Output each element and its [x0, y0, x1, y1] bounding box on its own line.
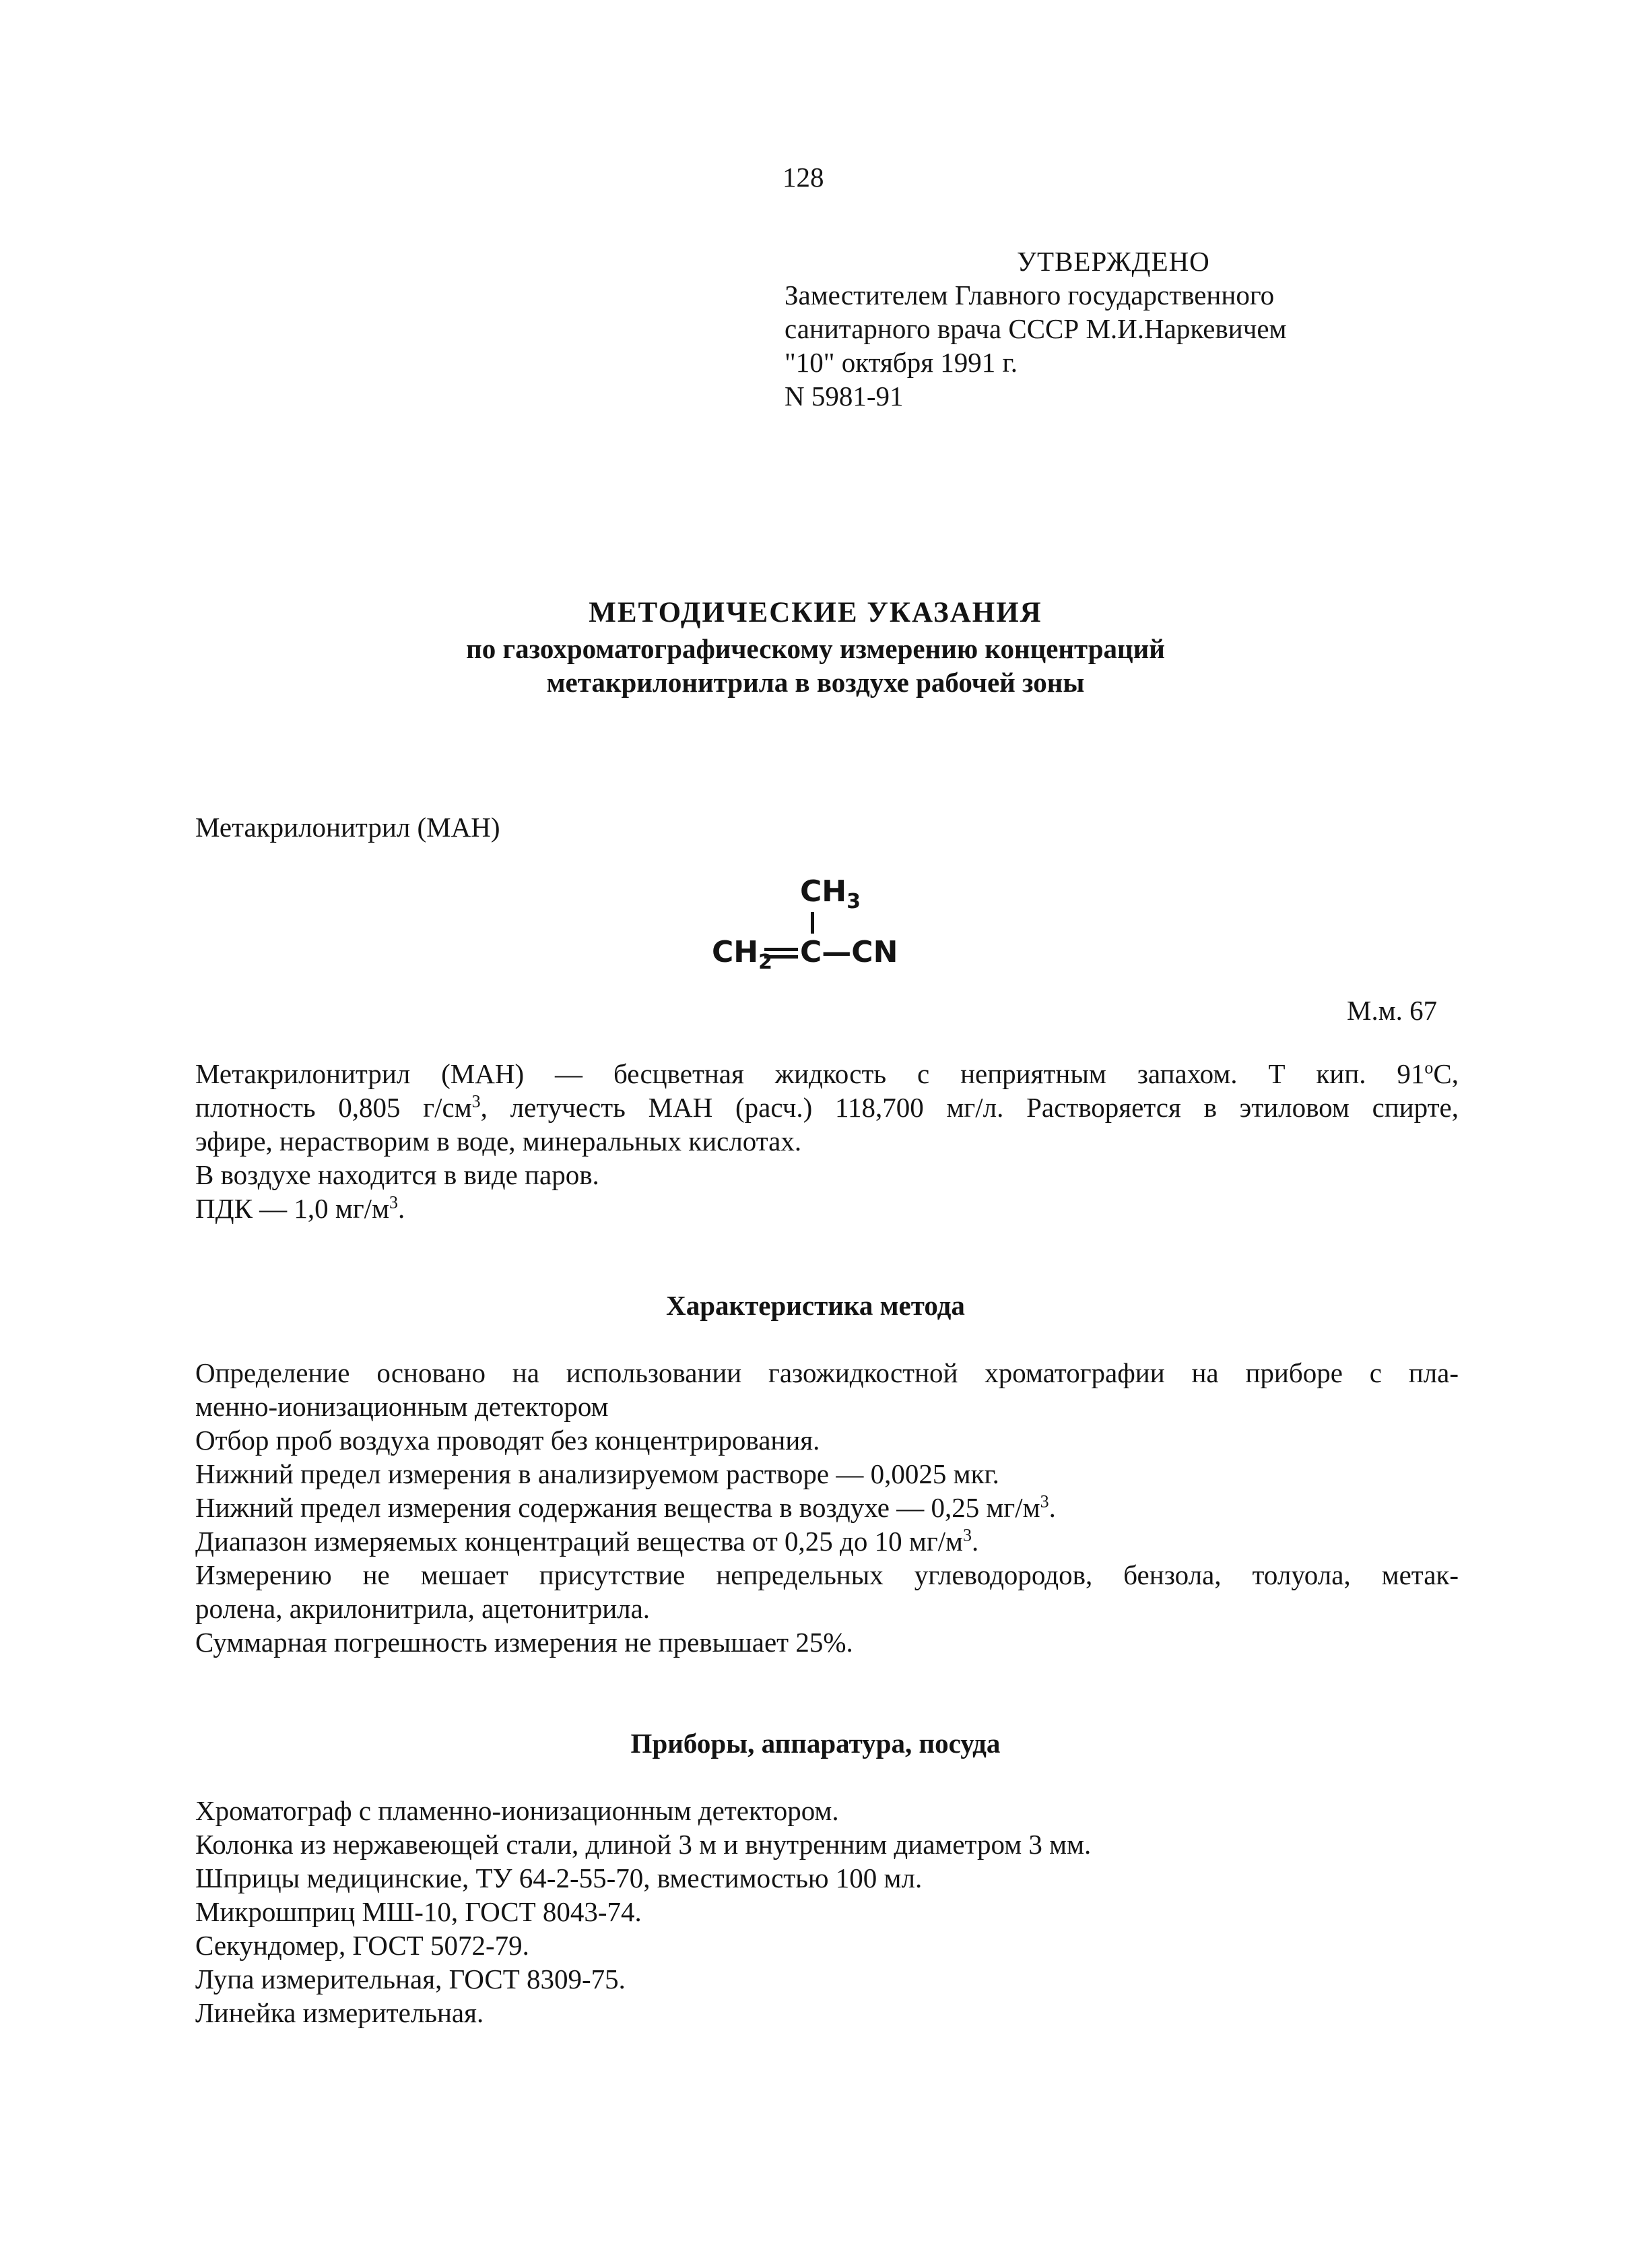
formula-methylene: $CH_2$	[712, 935, 772, 974]
description-line-1: Метакрилонитрил (МАН) — бесцветная жидкость с неприятным запахом. Т кип. 91$^o$С,	[195, 1058, 1459, 1089]
equipment-item: Линейка измерительная.	[195, 1997, 484, 2028]
approval-title: УТВЕРЖДЕНО	[1017, 246, 1210, 277]
heading-subtitle-1: по газохроматографическому измерению концентраций	[466, 633, 1165, 664]
section-method-title: Характеристика метода	[666, 1290, 965, 1321]
description-line-2: плотность 0,805 $г/см^3$, летучесть МАН (расч.) 118,700 мг/л. Растворяется в этиловом спирте,	[195, 1091, 1459, 1123]
substance-name: Метакрилонитрил (МАН)	[195, 812, 500, 843]
formula-methyl: $CH_3$	[800, 874, 861, 913]
method-line-1: Определение основано на использовании газожидкостной хроматографии на приборе с пла-	[195, 1357, 1459, 1388]
equipment-item: Шприцы медицинские, ТУ 64-2-55-70, вместимостью 100 мл.	[195, 1862, 923, 1893]
method-line-4: Нижний предел измерения в анализируемом растворе — 0,0025 мкг.	[195, 1458, 999, 1489]
approval-line-2: санитарного врача СССР М.И.Наркевичем	[785, 313, 1287, 344]
formula-bond-vertical	[811, 912, 814, 934]
method-line-8: ролена, акрилонитрила, ацетонитрила.	[195, 1593, 651, 1624]
formula-double-bond	[764, 948, 798, 959]
description-mac: ПДК — 1,0 $мг/м^3$.	[195, 1192, 405, 1224]
approval-line-3: "10" октября 1991 г.	[785, 347, 1018, 378]
heading-subtitle-2: метакрилонитрила в воздухе рабочей зоны	[546, 667, 1085, 698]
equipment-item: Секундомер, ГОСТ 5072-79.	[195, 1930, 529, 1961]
equipment-item: Хроматограф с пламенно-ионизационным детектором.	[195, 1795, 839, 1826]
equipment-item: Лупа измерительная, ГОСТ 8309-75.	[195, 1964, 626, 1995]
method-line-9: Суммарная погрешность измерения не превышает 25%.	[195, 1627, 853, 1658]
equipment-item: Колонка из нержавеющей стали, длиной 3 м и внутренним диаметром 3 мм.	[195, 1829, 1092, 1860]
method-line-6: Диапазон измеряемых концентраций вещества от 0,25 до 10 $мг/м^3$.	[195, 1525, 979, 1557]
equipment-item: Микрошприц МШ-10, ГОСТ 8043-74.	[195, 1896, 642, 1927]
formula-nitrile: C—CN	[800, 935, 898, 969]
method-line-3: Отбор проб воздуха проводят без концентрирования.	[195, 1425, 820, 1456]
description-line-3: эфире, нерастворим в воде, минеральных кислотах.	[195, 1126, 802, 1157]
method-line-5: Нижний предел измерения содержания вещества в воздухе — 0,25 $мг/м^3$.	[195, 1491, 1056, 1523]
approval-line-4: N 5981-91	[785, 381, 904, 412]
page-number: 128	[783, 162, 824, 193]
heading-title: МЕТОДИЧЕСКИЕ УКАЗАНИЯ	[589, 597, 1042, 628]
method-line-2: менно-ионизационным детектором	[195, 1391, 609, 1422]
approval-line-1: Заместителем Главного государственного	[785, 280, 1275, 311]
description-vapor: В воздухе находится в виде паров.	[195, 1159, 599, 1190]
section-equipment-title: Приборы, аппаратура, посуда	[630, 1728, 1001, 1759]
method-line-7: Измерению не мешает присутствие непредельных углеводородов, бензола, толуола, метак-	[195, 1559, 1459, 1590]
molar-mass: М.м. 67	[1347, 995, 1438, 1026]
